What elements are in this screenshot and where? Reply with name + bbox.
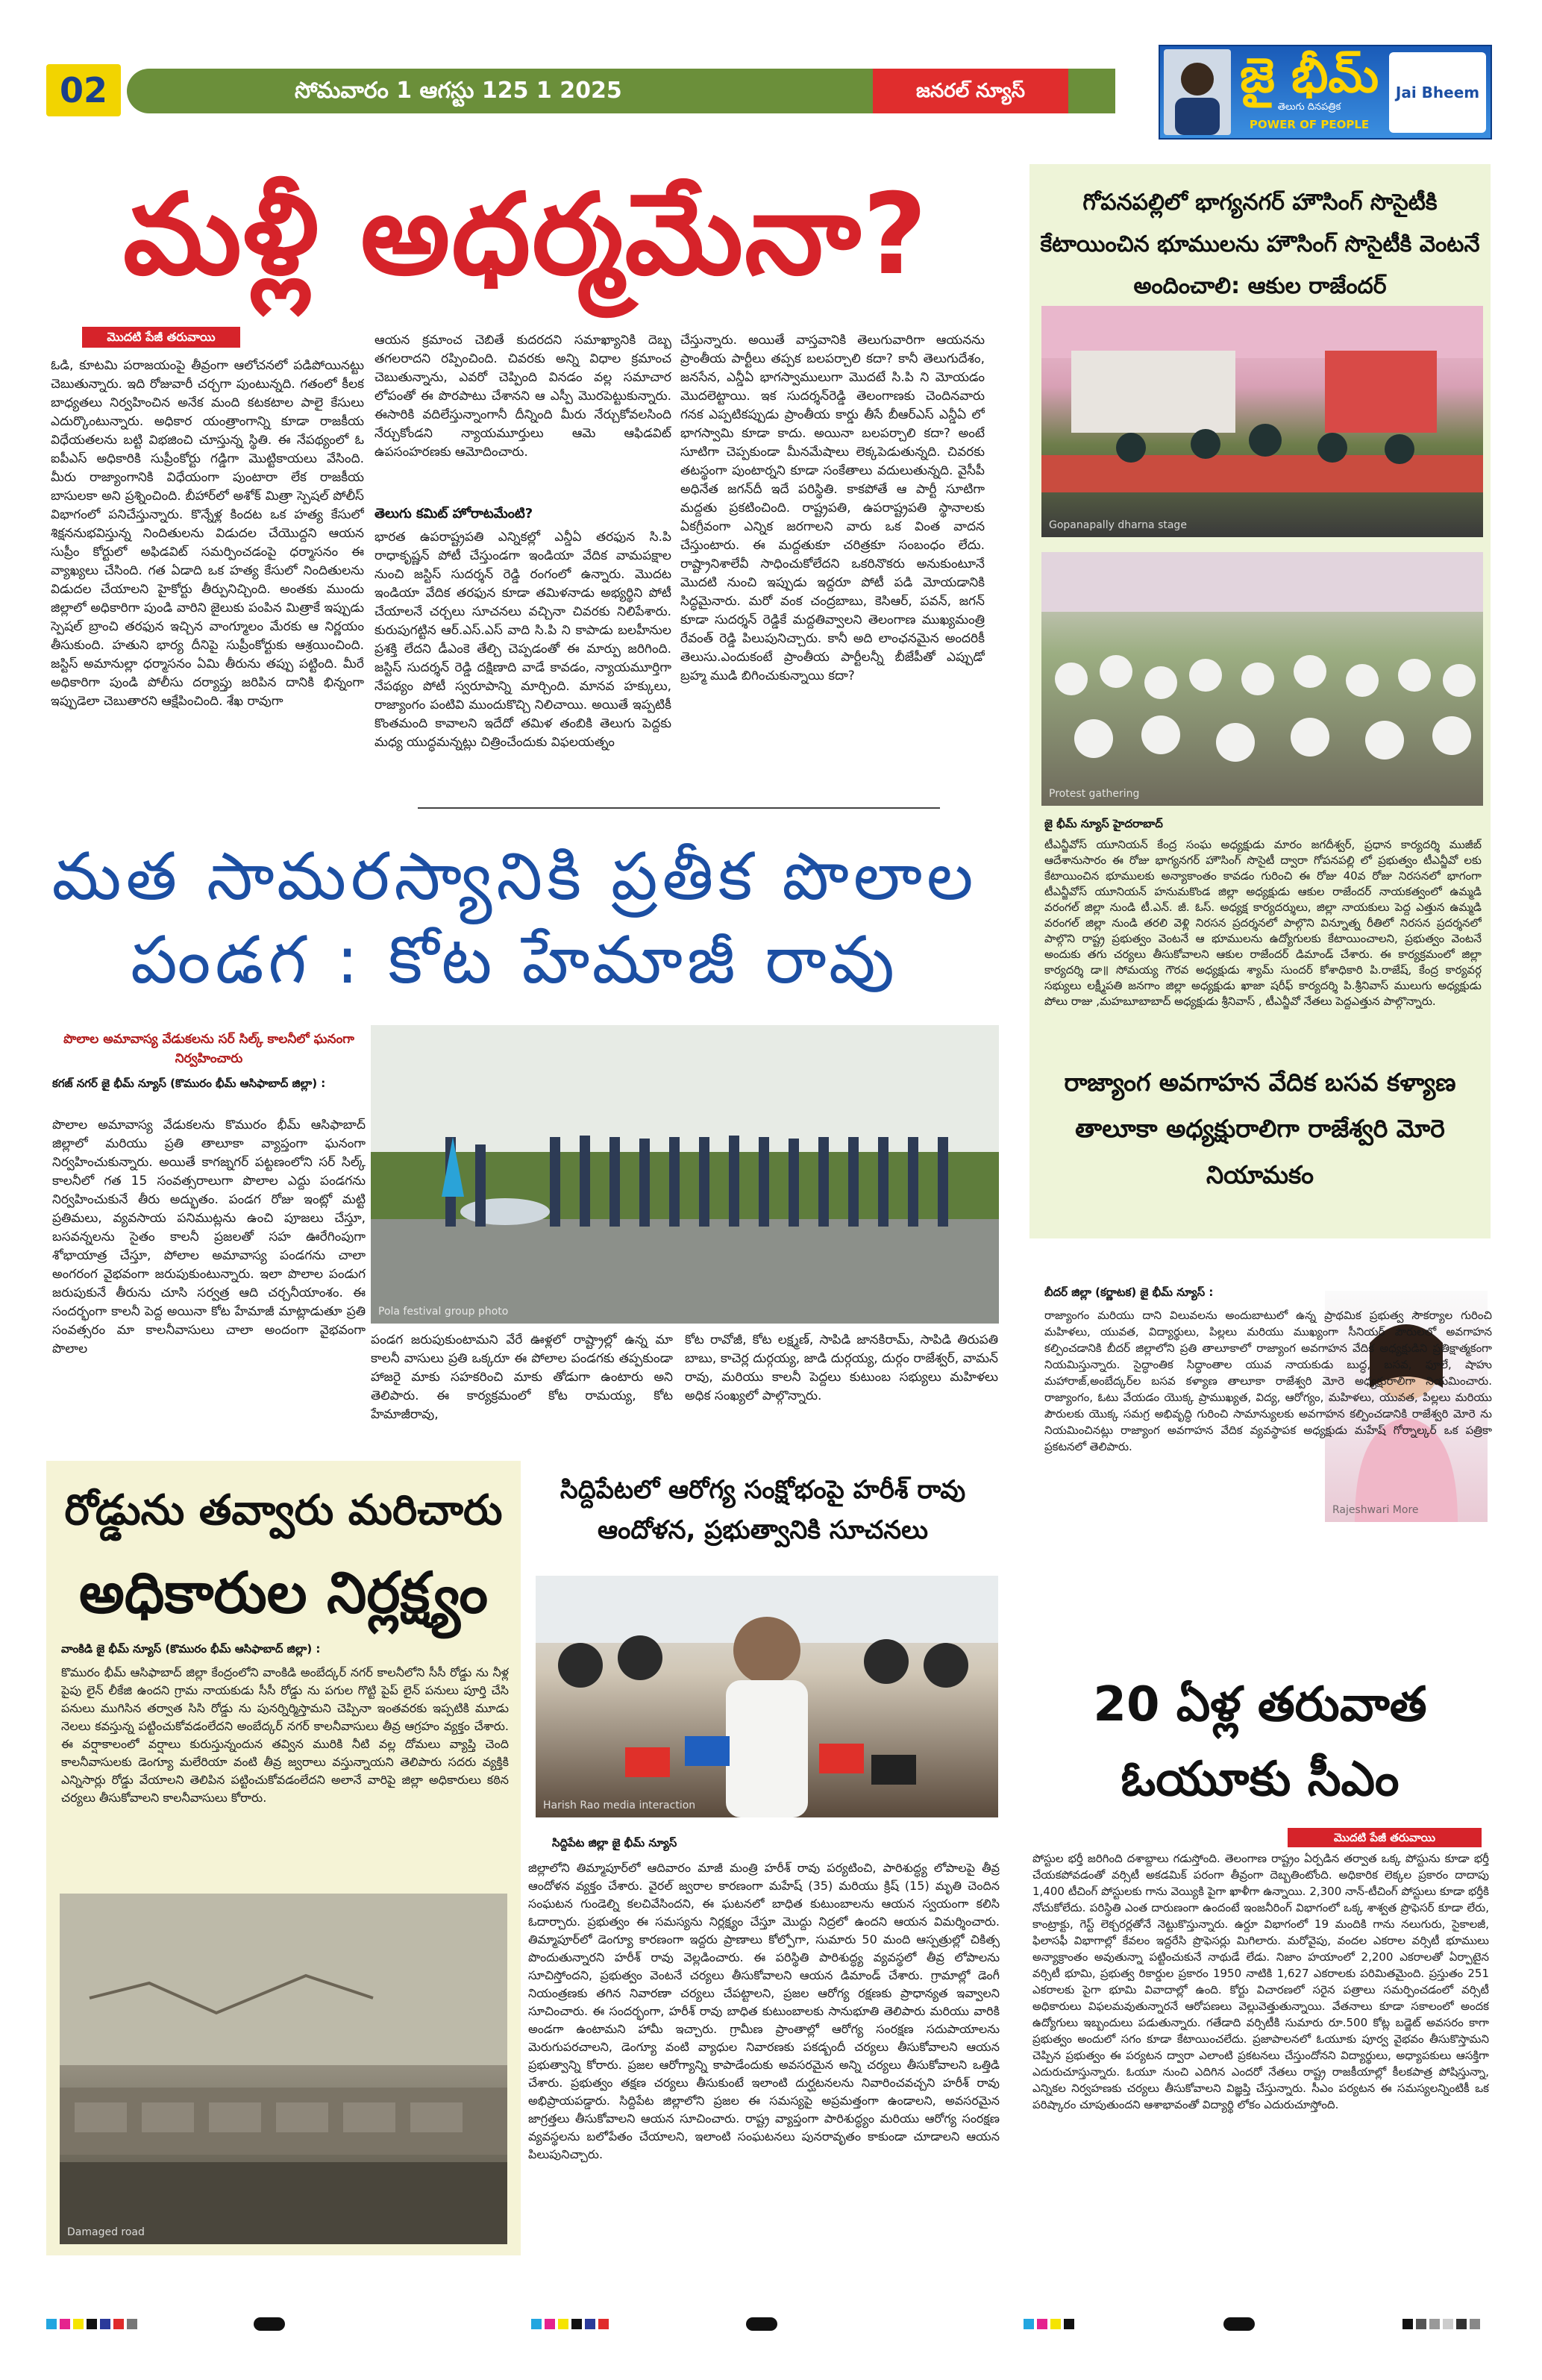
- road-headline-2: అధికారుల నిర్లక్ష్యం: [78, 1559, 489, 1626]
- reg-pill-3: [1223, 2317, 1255, 2331]
- siddipet-headline: సిద్దిపేటలో ఆరోగ్య సంక్షోభంపై హరీశ్ రావు ఆందోళన, ప్రభుత్వానికి సూచనలు: [560, 1475, 966, 1545]
- ambedkar-portrait: [1164, 49, 1231, 135]
- lead-divider: [418, 807, 940, 809]
- reg-cyan-3: [1024, 2319, 1034, 2329]
- reg-black-2: [571, 2319, 582, 2329]
- reg-black-1: [87, 2319, 97, 2329]
- road-photo-label: Damaged road: [67, 2226, 145, 2238]
- date-line: సోమవారం 1 ఆగస్టు 125 1 2025: [295, 78, 622, 104]
- banner-headline-2: పండగ : కోట హేమాజీ రావు: [131, 921, 899, 998]
- masthead-logo-text: Jai Bheem: [1395, 84, 1480, 101]
- group-people-icon: [371, 1025, 999, 1324]
- basava-body: రాజ్యాంగం మరియు దాని విలువలను అందుబాటులో ఉన్న ప్రాథమిక ప్రభుత్వ సౌకర్యాల గురించి మహిళలు, యువత, విద్యార్థులు, పిల్లలు మరియు ముఖ్యంగా సీనియర్ పౌరులలో అవగాహన కల్పించడానికి బీదర్ జిల్లాలోని ప్రతి తాలూకాలో రాజ్యాంగ అవగాహన వేదిక అధ్యక్షుడిని ప్రతిక్షాత్మకంగా నియమిస్తున్నారు. సైద్ధాంతిక సిద్ధాంతాల యువ నాయకుడు బుద్ధ, బసవ, ఫూలే, షాహు మహారాజ్,అంబేద్కర్‌ల బసవ కళ్యాణ తాలూకా రాజేశ్వరి మోరె అధ్యక్షురాలిగా నియమించారు. రాజ్యాంగం, ఓటు వేయడం యొక్క ప్రాముఖ్యత, విద్య, ఆరోగ్యం, మహిళలు, యువత, పిల్లలు మరియు పౌరులకు యొక్క సమగ్ర అభివృద్ధి గురించి సామాన్యులకు అవగాహన కల్పించడానికి రాజేశ్వరి మోరె ను నియమించినట్లు రాజ్యాంగ అవగాహన వేదిక వ్యవస్థాపక అధ్యక్షుడు మహేష్ గోర్నాల్కర్ ఒక పత్రికా ప్రకటనలో తెలిపారు.: [1044, 1309, 1492, 1453]
- reg-black-3: [1064, 2319, 1074, 2329]
- reg-pill-2: [746, 2317, 777, 2331]
- ambedkar-icon: [1164, 49, 1231, 135]
- masthead-tagline: POWER OF PEOPLE: [1249, 118, 1370, 131]
- road-photo: [60, 1894, 507, 2244]
- road-headline-1: రోడ్డును తవ్వారు మరిచారు: [64, 1486, 503, 1535]
- housing-headline: గోపనపల్లిలో భాగ్యనగర్ హౌసింగ్ సొసైటీకి కేటాయించిన భూములను హౌసింగ్ సొసైటీకి వెంటనే అందించాలి: ఆకుల రాజేందర్: [1040, 190, 1480, 299]
- lead-headline: మళ్లీ అధర్మమేనా?: [123, 170, 929, 300]
- cracked-road-icon: [60, 1894, 507, 2244]
- pola-col-3: కోట రావోజీ, కోట లక్ష్మణ్, సాపిడి జానకిరామ్, సాపిడి తిరుపతి బాబు, కాచెర్ల దుర్గయ్య, జాడి దుర్గయ్య, దుర్గం రాజేశ్వర్, వామన్ రావు, మరియు కాలనీ పెద్దలు కుటుంబ సభ్యులు మహిళలు అధిక సంఖ్యలో పాల్గొన్నారు.: [685, 1333, 998, 1403]
- reg-silver-4: [1443, 2319, 1453, 2329]
- pola-photo: [371, 1025, 999, 1324]
- press-microphones-icon: [536, 1576, 998, 1817]
- reg-blue-1: [100, 2319, 110, 2329]
- reg-red-1: [113, 2319, 124, 2329]
- basava-headline: రాజ్యాంగ అవగాహన వేదిక బసవ కళ్యాణ తాలూకా అధ్యక్షురాలిగా రాజేశ్వరి మోరె నియామకం: [1064, 1068, 1456, 1189]
- reg-pill-1: [254, 2317, 285, 2331]
- reg-red-2: [598, 2319, 609, 2329]
- reg-black-4: [1402, 2319, 1413, 2329]
- ou-continuation-label: మొదటి పేజీ తరువాయి: [1288, 1828, 1482, 1847]
- reg-blue-2: [585, 2319, 595, 2329]
- reg-lightgrey-4: [1429, 2319, 1440, 2329]
- reg-cyan-2: [531, 2319, 542, 2329]
- section-label: జనరల్ న్యూస్: [916, 80, 1025, 102]
- ou-body: పోస్టుల భర్తీ జరిగింది దశాబ్దాలు గడుస్తోంది. తెలంగాణ రాష్ట్రం ఏర్పడిన తర్వాత ఒక్క పోస్టును కూడా భర్తీ చేయకపోవడంతో వర్సిటీ అకడమిక్ పరంగా తీవ్రంగా దెబ్బతింటోంది. అధికారిక లెక్కల ప్రకారం దాదాపు 1,400 టీచింగ్ పోస్టులకు గాను వెయ్యికి పైగా ఖాళీగా ఉన్నాయి. 2,300 నాన్-టీచింగ్ పోస్టులు కూడా భర్తీకి నోచుకోలేదు. పరిస్థితి ఎంత దారుణంగా ఉందంటే ఇంజనీరింగ్ విభాగంలో ఒక్క శాశ్వత ప్రొఫెసర్ కూడా లేరు, కాంట్రాక్టు, గెస్ట్ లెక్చరర్లతోనే నెట్టుకొస్తున్నారు. ఉర్దూ విభాగంలో 19 మందికి గాను నలుగురు, సైకాలజీ, ఫిలాసఫీ విభాగాల్లో కేవలం ఇద్దరేసి ప్రొఫెసర్లు మిగిలారు. మరోవైపు, వందల ఎకరాల వర్సిటీ భూములు అన్యాక్రాంతం అవుతున్నా పట్టించుకునే నాథుడే లేడు. నిజాం హయాంలో 2,200 ఎకరాలతో ఏర్పాటైన వర్సిటీ భూమి, ప్రభుత్వ రికార్డుల ప్రకారం 1950 నాటికి 1,627 ఎకరాలకు పరిమితమైంది. ప్రస్తుతం 251 ఎకరాలకు పైగా భూమి వివాదాల్లో ఉంది. కోర్టు విచారణలో సరైన పత్రాలు సమర్పించడంలో వర్సిటీ అధికారులు విఫలమవుతున్నారనే ఆరోపణలు వెల్లువెత్తుతున్నాయి. వేతనాలు కూడా సకాలంలో అందక ఉద్యోగులు ఇబ్బందులు పడుతున్నారు. గతేడాది వర్సిటీకి సుమారు రూ.500 కోట్ల బడ్జెట్ అవసరం కాగా ప్రభుత్వం అందులో సగం కూడా కేటాయించలేదు. ప్రజాపాలనలో ఓయూకు పూర్వ వైభవం తీసుకొస్తామని చెప్పిన ప్రభుత్వం ఈ పర్యటన ద్వారా ఎలాంటి ప్రకటనలు చేస్తుందోనని విద్యార్థులు, అధ్యాపకులు ఆసక్తిగా ఎదురుచూస్తున్నారు. ఓయూ నుంచి ఎదిగిన ఎందరో నేతలు రాష్ట్ర రాజకీయాల్లో కీలకపాత్ర పోషిస్తున్నా, ఎన్నికల నిర్వహణకు చర్యలు తీసుకోవాలని విజ్ఞప్తి చేస్తున్నారు. సీఎం పర్యటన ఈ సమస్యలన్నింటికీ ఒక పరిష్కారం చూపుతుందని ఆశాభావంతో విద్యార్థి లోకం ఎదురుచూస్తోంది.: [1032, 1852, 1489, 2111]
- reg-yellow-1: [73, 2319, 84, 2329]
- page-number: 02: [59, 70, 107, 110]
- pola-subhead: పొలాల అమావాస్య వేడుకలను సర్ సిల్క్ కాలనీలో ఘనంగా నిర్వహించారు: [63, 1032, 354, 1066]
- lead-col-2a: ఆయన క్రమాంచ చెబితే కుదరదని సమాఖ్యానికి దెబ్బ తగలరాదని రప్పించింది. చివరకు అన్ని విధాల క్రమాంచ చెబుతున్నాను, ఎవరో చెప్పింది వినడం వల్ల సమాచార లోపంతో ఈ పొరపాటు చేశానని ఆ ఎస్పీ మొరపెట్టుకున్నారు. ఈసారికి వదిలేస్తున్నాంగానీ దీన్నింది మీరు నేర్చుకోవలసింది నేర్చుకోండని న్యాయమూర్తులు ఆమె ఆఫిడవిట్ ఉపసంహరణకు ఆమోదించారు.: [374, 333, 671, 460]
- housing-body: టీఎన్జీవోస్ యూనియన్ కేంద్ర సంఘ అధ్యక్షుడు మారం జగదీశ్వర్, ప్రధాన కార్యదర్శి ముజీబ్ ఆదేశానుసారం ఈ రోజు భాగ్యనగర్ హౌసింగ్ సొసైటీ ద్వారా గోపనపల్లి లో ప్రభుత్వం టీఎన్జీవో లకు కేటాయించిన భూములకు అన్యాకాంతం కావడం గురించి ఈ రోజు 40వ రోజు నిరసనలో భాగంగా టీఎన్జీవోస్ యూనియన్ హనుమకొండ జిల్లా అధ్యక్షుడు ఆకుల రాజేందర్ నాయకత్వంలో ఉమ్మడి వరంగల్ జిల్లా నుండి టీ.ఎన్. జీ. ఓస్. అధ్యక్ష కార్యదర్శులు, జిల్లా నాయకులు పెద్ద ఎత్తున ఉమ్మడి వరంగల్ జిల్లా నుండి తరలి వెళ్లి నిరసన ప్రదర్శనలో పాల్గొని విన్నూత్న రీతిలో నిరసన ప్రదర్శనలో పాల్గొని రాష్ట్ర ప్రభుత్వం వెంటనే ఆ భూములను ఉద్యోగులకు కేటాయించాలని, ప్రభుత్వం వెంటనే అందుకు తగు చర్యలు తీసుకోవాలని ఆకుల రాజేందర్ డిమాండ్ చేశారు. ఈ కార్యక్రమంలో జిల్లా కార్యదర్శి డా॥ సోమయ్య గౌరవ అధ్యక్షుడు శ్యామ్ సుందర్ కోశాధికారి పి.రాజేష్, కేంద్ర కార్యవర్గ సభ్యులు లక్ష్మీపతి జనగాం జిల్లా అధ్యక్షుడు ఖాజా షరీఫ్ కార్యదర్శి పి.శ్రీనివాస్ ములుగు అధ్యక్షుడు పోలు రాజు ,మహబూబాబాద్ అధ్యక్షుడు శ్రీనివాస్ , టీఎన్జీవో నేతలు పెద్దఎత్తున పాల్గొన్నారు.: [1044, 838, 1482, 1008]
- reg-yellow-3: [1050, 2319, 1061, 2329]
- ou-headline-1: 20 ఏళ్ల తరువాత: [1093, 1677, 1427, 1732]
- pola-col-1: పొలాల అమావాస్య వేడుకలను కొమురం భీమ్ ఆసిఫాబాద్ జిల్లాలో మరియు ప్రతి తాలూకా వ్యాప్తంగా ఘనంగా నిర్వహించుకున్నారు. అయితే కాగజ్నగర్ పట్టణంలోని సర్ సిల్క్ కాలనీలో గత 15 సంవత్సరాలుగా పొలాల ఎద్దు పండగను నిర్వహించుకునే తీరు అద్భుతం. పండగ రోజు ఇంట్లో మట్టి ప్రతిమలు, వ్యవసాయ పనిముట్లను ఉంచి పూజలు చేస్తూ, బసవన్నలను సైతం కాలనీ ప్రజలతో సహ ఊరేగింపుగా శోభాయాత్ర చేస్తూ, పోలాల అమావాస్య పండగను చాలా అంగరంగ వైభవంగా జరుపుకుంటున్నారు. ఇలా పొలాల పండుగ జరుపుకునే తీరును చూసి సర్వత్ర ఆది చర్చనీయాంశం. ఈ సందర్భంగా కాలనీ పెద్ద అయినా కోట హేమాజీ మాట్లాడుతూ ప్రతి సంవత్సరం మా కాలనీవాసులు చాలా అందంగా వైభవంగా పొలాల: [52, 1118, 366, 1356]
- reg-yellow-2: [558, 2319, 568, 2329]
- reg-magenta-2: [545, 2319, 555, 2329]
- lead-col-2-subhead: తెలుగు కమిట్ హోరాటమేంటి?: [374, 506, 533, 522]
- ou-headline-2: ఓయూకు సీఎం: [1121, 1752, 1400, 1807]
- pola-col-2: పండగ జరుపుకుంటామని వేరే ఊళ్లలో రాష్ట్రాల్లో ఉన్న మా కాలనీ వాసులు ప్రతి ఒక్కరూ ఈ పోలాల పండగకు తప్పకుండా హాజరై మాకు సహకరించి మాకు తోడుగా ఉంటారు అని తెలిపారు. ఈ కార్యక్రమంలో కోట రామయ్య, కోట హేమాజీరావు,: [371, 1333, 673, 1422]
- reg-dark-4: [1456, 2319, 1467, 2329]
- reg-grey-1: [127, 2319, 137, 2329]
- reg-magenta-3: [1037, 2319, 1047, 2329]
- continuation-label: మొదటి పేజీ తరువాయి: [82, 327, 240, 348]
- banner-headline-1: మత సామరస్యానికి ప్రతీక పొలాల: [51, 838, 978, 915]
- siddipet-photo-label: Harish Rao media interaction: [543, 1800, 696, 1811]
- housing-photo-2: [1041, 552, 1483, 806]
- reg-magenta-1: [60, 2319, 70, 2329]
- siddipet-photo: [536, 1576, 998, 1817]
- lead-col-1: ఓడి, కూటమి పరాజయంపై తీవ్రంగా ఆలోచనలో పడిపోయినట్టు చెబుతున్నారు. ఇది రోజువారీ చర్చగా పుంటున్నది. గతంలో కీలక బాధ్యతలు నిర్వహించిన అనేక మంది కటకటాల పాలై కేసులు ఎదుర్కొంటున్నారు. అధికార యంత్రాంగాన్ని కూడా రాజకీయ విధేయతలను బట్టి విభజించి చూస్తున్న స్థితి. ఈ నేపథ్యంలో ఓ ఐపీఎస్ అధికారికి సుప్రీంకోర్టు గడ్డిగా మొట్టికాయలు వేసింది. మీరు రాజ్యాంగానికి విధేయంగా పుంటారా లేక రాజకీయ బాసులకా అని ప్రశ్నించింది. బీహార్‌లో అశోక్ మిత్రా స్పెషల్ పోలీస్ విభాగంలో పనిచేస్తున్నారు. కొన్నేళ్ల కిందట ఒక హత్య కేసులో శిక్షననుభవిస్తున్న నిందితులను విడుదల చేయొద్దని ఆయన సుప్రీం కోర్టులో అఫిడవిట్ సమర్పించడంపై ధర్మాసనం ఈ వ్యాఖ్యలు చేసింది. గత ఏడాది ఒక హత్య కేసులో నిందితులను విడుదల చేయాలని హైకోర్టు తీర్పునిచ్చింది. అంతకు ముందు జిల్లాలో అధికారిగా పుండి వారిని జైలుకు పంపిన మిత్రాకే ఇప్పుడు స్పెషల్ బ్రాంచి తరఫున ఇచ్చిన వాంగ్మూలం మేరకు ఆ నిర్ణయం తీసుకుంది. హతుని భార్య దీనిపై సుప్రీంకోర్టుకు ఆశ్రయించింది. జస్టిస్ అమానుల్లా ధర్మాసనం ఏమి తీరును తప్పు పట్టింది. మీరే అధికారిగా పుండి పోలీసు దర్యాప్తు జరిపిన దానికి భిన్నంగా ఇప్పుడెలా చెబుతారని ఆక్షేపించింది. శేఖ రావుగా: [51, 358, 364, 709]
- crowd-icon: [1041, 552, 1483, 806]
- siddipet-body: జిల్లాలోని తిమ్మాపూర్‌లో ఆదివారం మాజీ మంత్రి హరీశ్ రావు పర్యటించి, పారిశుద్ధ్య లోపాలపై తీవ్ర ఆందోళన వ్యక్తం చేశారు. వైరల్ జ్వరాల కారణంగా మహేష్ (35) మరియు క్రిష్ (15) మృతి చెందిన సంఘటన గుండెల్ని కలచివేసిందని, ఈ ఘటనలో బాధిత కుటుంబాలను ఆయన స్వయంగా కలిసి ఓదార్చారు. ప్రభుత్వం ఈ సమస్యను నిర్లక్ష్యం చేస్తూ మొద్దు నిద్రలో ఉందని ఆయన విమర్శించారు. తిమ్మాపూర్‌లో డెంగ్యూ కారణంగా ఇద్దరు ప్రాణాలు కోల్పోగా, సుమారు 50 మంది ఆస్పత్రుల్లో చికిత్స పొందుతున్నారని హరీశ్ రావు వెల్లడించారు. ఈ పరిస్థితి పారిశుద్ధ్య వ్యవస్థలో తీవ్ర లోపాలను సూచిస్తోందని, ప్రభుత్వం వెంటనే చర్యలు తీసుకోవాలని ఆయన డిమాండ్ చేశారు. గ్రామాల్లో డెంగీ నియంత్రణకు తగిన నివారణా చర్యలు చేపట్టాలని, ప్రజల ఆరోగ్య రక్షణకు ప్రాధాన్యత ఇవ్వాలని సూచించారు. ఈ సందర్భంగా, హరీశ్ రావు బాధిత కుటుంబాలకు సానుభూతి తెలిపారు మరియు వారికి అండగా ఉంటామని హామీ ఇచ్చారు. గ్రామీణ ప్రాంతాల్లో ఆరోగ్య సంరక్షణ సదుపాయాలను మెరుగుపరచాలని, డెంగ్యూ వంటి వ్యాధుల నివారణకు పకడ్బందీ చర్యలు తీసుకోవాలని ఆయన ప్రభుత్వాన్ని కోరారు. ప్రజల ఆరోగ్యాన్ని కాపాడేందుకు అవసరమైన అన్ని చర్యలు తీసుకోవాలని ఒత్తిడి చేశారు. ప్రభుత్వం తక్షణ చర్యలు తీసుకుంటే ఇలాంటి దుర్ఘటనలను నివారించవచ్చని హరీశ్ రావు అభిప్రాయపడ్డారు. సిద్దిపేట జిల్లాలోని ప్రజల ఈ సమస్యపై అప్రమత్తంగా ఉండాలని, అవసరమైన జాగ్రత్తలు తీసుకోవాలని ఆయన సూచించారు. రాష్ట్ర వ్యాప్తంగా పారిశుద్ధ్యం మరియు ఆరోగ్య సంరక్షణ వ్యవస్థలను బలోపేతం చేయాలని, ఇలాంటి సంఘటనలు పునరావృతం కాకుండా చూడాలని ఆయన పిలుపునిచ్చారు.: [528, 1861, 1000, 2161]
- lead-col-3: చేస్తున్నారు. అయితే వాస్తవానికి తెలుగువారిగా ఆయనను ప్రాంతీయ పార్టీలు తప్పక బలపర్చాలి కదా? కానీ తెలుగుదేశం, జనసేన, ఎన్డీఏ భాగస్వాములుగా మొదటే సి.పి ని మోయడం మొదలెట్టాయి. ఇక సుదర్శన్‌రెడ్డి తెలంగాణకు చెందినవారు గనక ఎప్పటికప్పుడు ప్రాంతీయ కార్డు తీసే బీఆర్ఎస్ ఎన్డీఏ లో భాగస్వామి కూడా కాదు. అయినా బలపర్చాలి కదా? అంటే సూటిగా చెప్పకుండా మీనమేషాలు లెక్కపెడుతున్నది. చివరకు తటస్థంగా పుంటార్నని కూడా సంకేతాలు వదులుతున్నది. వైసీపీ అధినేత జగన్‌దీ ఇదే పరిస్థితి. కాకపోతే ఆ పార్టీ సూటిగా మద్దతు ప్రకటించింది. రాష్ట్రపతి, ఉపరాష్ట్రపతి స్థానాలకు ఏకగ్రీవంగా ఎన్నిక జరగాలని వారు ఒక వింత వాదన చేస్తుంటారు. ఈ మద్దతుకూ చరిత్రకూ సంబంధం లేదు. రాష్ట్రానిశాలేవీ సాధించుకోలేదని ఒకరినొకరు అనుకుంటూనే మొదటి నుంచి ఇప్పుడు ఇద్దరూ పోటీ పడి మోయడానికి సిద్ధమైనారు. మరో వంక చంద్రబాబు, కెసిఆర్, పవన్, జగన్ కూడా సుదర్శన్ రెడ్డికే మద్దతివ్వాలని తెలంగాణ ముఖ్యమంత్రి రేవంత్ రెడ్డి పిలుపునిచ్చారు. కానీ అది లాంఛనమైన అందరికీ తెలుసు.ఎందుకంటే ప్రాంతీయ పార్టీలన్నీ బీజేపీతో ఎప్పుడో బ్రహ్మ ముడి బిగించుకున్నాయి కదా?: [680, 333, 985, 683]
- road-body: కొమురం భీమ్ ఆసిఫాబాద్ జిల్లా కేంద్రంలోని వాంకిడి అంబేద్కర్ నగర్ కాలనీలోని సీసీ రోడ్డు ను నీళ్ల పైపు లైన్ లీకేజి ఉందని గ్రామ నాయకుడు సీసీ రోడ్డు ను పగుల గొట్టి పైప్ లైన్ పనులు పూర్తి చేసి పనులు ముగిసిన తర్వాత సిసి రోడ్డు ను పునర్నిర్మిస్తామని చెప్పినా ఇంతవరకు ఇప్పటికి మూడు నెలలు కవస్తున్న పట్టించుకోవడంలేదని అంబేద్కర్ నగర్ కాలనీవాసులు తీవ్ర ఆగ్రహం వ్యక్తం చేశారు. ఈ వర్షాకాలంలో వర్షాలు కురుస్తున్నందున తవ్విన మురికి నీటి వల్ల దోమలు వ్యాప్తి చెంది కాలనీవాసులకు డెంగ్యూ మలేరియా వంటి తీవ్ర జ్వరాలు వస్తున్నాయని తెలిపారు సదరు వ్యక్తికి ఎన్నిసార్లు రోడ్డు వేయాలని తెలిపిన పట్టించుకోవడంలేదని అలానే వారిపై జిల్లా అధికారులు కఠిన చర్యలు తీసుకోవాలని కాలనీవాసులు కోరారు.: [61, 1665, 509, 1805]
- reg-cyan-1: [46, 2319, 57, 2329]
- pola-photo-label: Pola festival group photo: [378, 1306, 509, 1318]
- housing-photo-1-label: Gopanapally dharna stage: [1049, 519, 1187, 531]
- road-byline: వాంకిడి జై భీమ్ న్యూస్ (కొమురం భీమ్ ఆసిఫాబాద్ జిల్లా) :: [61, 1642, 321, 1656]
- siddipet-byline: సిద్దిపేట జిల్లా జై భీమ్ న్యూస్: [552, 1836, 677, 1850]
- reg-grey-4: [1416, 2319, 1426, 2329]
- masthead-title: జై భీమ్: [1239, 48, 1379, 104]
- reg-mid-4: [1470, 2319, 1480, 2329]
- basava-photo-label: Rajeshwari More: [1332, 1504, 1419, 1516]
- basava-byline: బీదర్ జిల్లా (కర్ణాటక) జై భీమ్ న్యూస్ :: [1044, 1285, 1214, 1299]
- housing-photo-1: [1041, 306, 1483, 537]
- lead-col-2b: భారత ఉపరాష్ట్రపతి ఎన్నికల్లో ఎన్డీఏ తరఫున సి.పి రాధాకృష్ణన్ పోటీ చేస్తుండగా ఇండియా వేదిక వామపక్షాల నుంచి జస్టిస్ సుదర్శన్ రెడ్డి రంగంలో ఉన్నారు. మొదట ఇండియా వేదిక తరఫున కూడా తమిళనాడు అభ్యర్థిని పోటీ చేయాలనే చర్చలు సూచనలు వచ్చినా చివరకు నిలిపేశారు. కురుపుగట్టిన ఆర్.ఎస్.ఎస్ వాది సి.పి ని కాపాడు బలహీనుల ప్రశక్తి లేదని డీఎంకె తేల్చి చెప్పడంతో ఈ మార్పు జరిగింది. జస్టిస్ సుదర్శన్ రెడ్డి దక్షిణాది వాడే కావడం, న్యాయమూర్తిగా నేపథ్యం పోటీ స్వరూపాన్ని మార్చింది. మానవ హక్కులు, రాజ్యాంగం పంటివి ముందుకొచ్చి నిలిచాయి. అయితే ఇప్పటికీ కొంతమంది కావాలని ఇదేదో తమిళ తంబికి తెలుగు పెద్దకు మధ్య యుద్ధమన్నట్లు చిత్రించేందుకు విఫలయత్నం: [374, 530, 671, 750]
- housing-byline: జై భీమ్ న్యూస్ హైదరాబాద్: [1044, 817, 1163, 830]
- stage-banner-icon: [1041, 306, 1483, 537]
- pola-byline: కగజ్ నగర్ జై భీమ్ న్యూస్ (కొమురం భీమ్ ఆసిఫాబాద్ జిల్లా) :: [52, 1077, 326, 1090]
- masthead-sub: తెలుగు దినపత్రిక: [1277, 101, 1341, 113]
- housing-photo-2-label: Protest gathering: [1049, 788, 1140, 800]
